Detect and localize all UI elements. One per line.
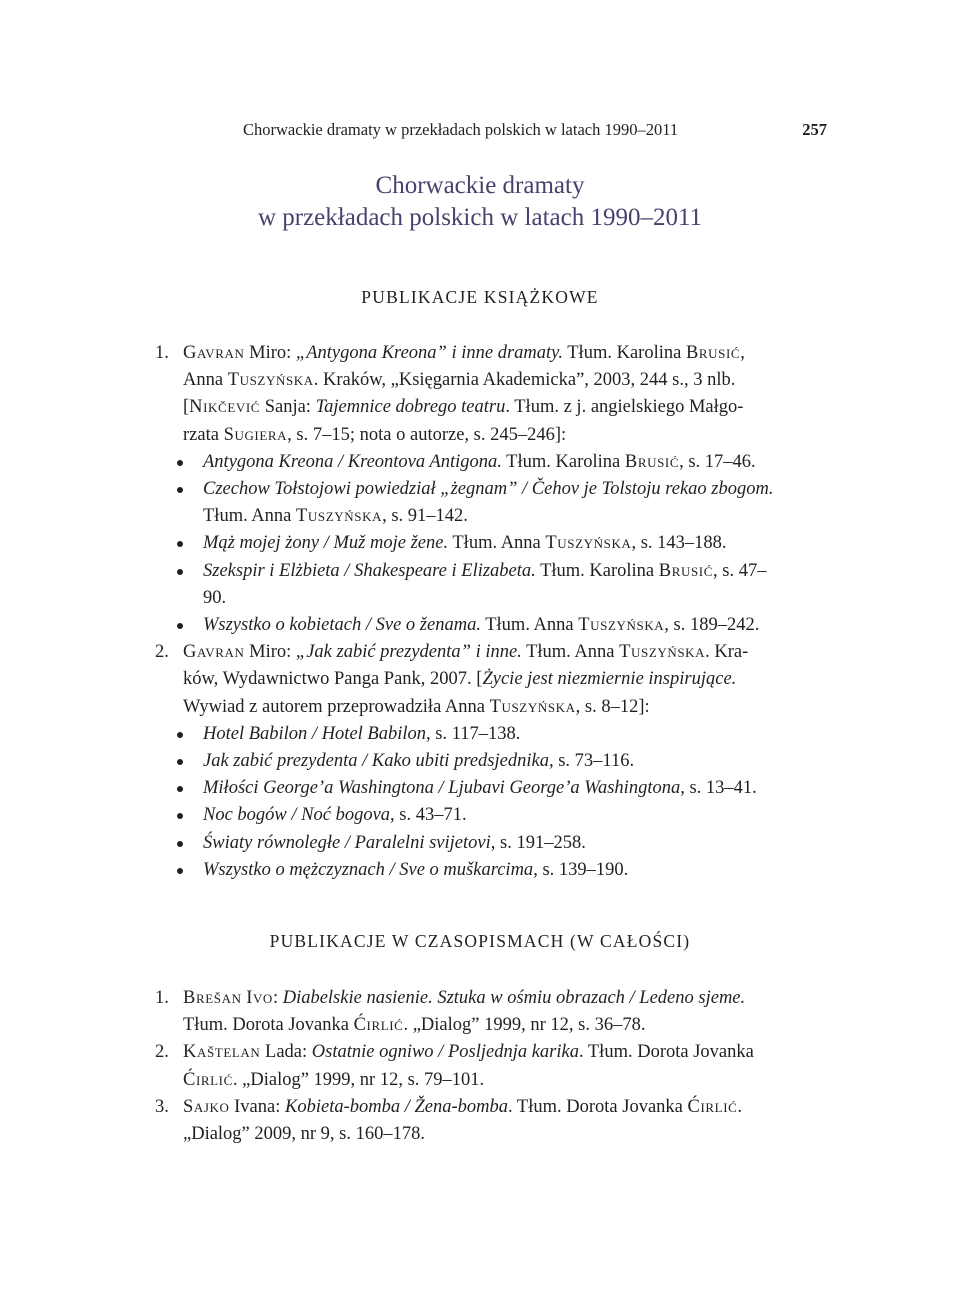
author-surname: Kaštelan	[183, 1042, 261, 1063]
bullet-icon	[177, 786, 183, 792]
text-fragment: , s. 91–142.	[382, 506, 468, 527]
translator-surname: Brusić	[624, 451, 680, 472]
section-heading-journals: PUBLIKACJE W CZASOPISMACH (W CAŁOŚCI)	[269, 931, 691, 951]
text-fragment: Tłum. Anna	[521, 642, 620, 663]
translator-surname: Tuszyńska	[545, 533, 632, 554]
text-fragment: Tłum. Anna	[448, 533, 546, 554]
text-fragment: [	[183, 397, 190, 418]
entry-line	[183, 340, 835, 367]
entry-line	[183, 422, 835, 449]
entry-line	[183, 1094, 835, 1121]
text-fragment: . „Dialog” 1999, nr 12, s. 79–101.	[232, 1069, 485, 1090]
entry-line	[203, 775, 835, 802]
play-title: Mąż mojej żony / Muž moje žene.	[203, 533, 449, 554]
play-title: Miłości George’a Washingtona / Ljubavi George’a Washingtona	[203, 778, 681, 799]
bullet-icon	[177, 841, 183, 847]
entry-line	[183, 639, 835, 666]
play-title: Czechow Tołstojowi powiedział „żegnam” / Čehov je Tolstoju rekao zbogom.	[203, 479, 774, 500]
entry-line	[203, 830, 835, 857]
text-fragment: , s. 43–71.	[390, 805, 467, 826]
entry-line	[183, 1067, 835, 1094]
text-fragment: . Tłum. Dorota Jovanka	[578, 1042, 754, 1063]
text-fragment: . Kraków, „Księgarnia Akademicka”, 2003, 244 s., 3 nlb.	[313, 370, 736, 391]
text-fragment: . Kra-	[705, 642, 749, 663]
bibliography-entry	[155, 985, 835, 1039]
entry-line	[203, 449, 835, 476]
text-fragment: ków, Wydawnictwo Panga Pank, 2007. [	[183, 669, 483, 690]
text-fragment: , s. 17–46.	[679, 451, 756, 472]
text-fragment: Wywiad z autorem przeprowadziła Anna	[183, 696, 490, 717]
play-item	[155, 476, 835, 530]
translator-surname: Brusić	[658, 560, 713, 581]
play-title: Diabelskie nasienie. Sztuka w ośmiu obrazach / Ledeno sjeme.	[282, 988, 746, 1008]
author-firstname: Ivo	[246, 988, 273, 1008]
text-fragment: , s. 143–188.	[631, 533, 727, 554]
bullet-icon	[177, 569, 183, 575]
play-item	[155, 775, 835, 802]
play-title: Antygona Kreona / Kreontova Antigona.	[203, 451, 502, 472]
text-fragment: , s. 47–	[713, 560, 767, 581]
play-title: Jak zabić prezydenta / Kako ubiti predsjednika	[203, 751, 549, 772]
text-fragment: Anna	[183, 370, 228, 391]
entry-line	[203, 476, 835, 503]
text-fragment: , s. 7–15; nota o autorze, s. 245–246]:	[287, 424, 567, 445]
text-fragment: , s. 13–41.	[680, 778, 757, 799]
text-fragment: , s. 139–190.	[533, 859, 629, 880]
entry-number: 1.	[155, 343, 169, 363]
text-fragment: 90.	[203, 587, 227, 608]
chapter-title-line-2: w przekładach polskich w latach 1990–2011	[257, 204, 703, 231]
text-fragment: Tłum. Karolina	[562, 343, 686, 363]
bibliography-entry	[155, 1094, 835, 1148]
entry-line	[183, 1121, 835, 1148]
text-fragment: Miro:	[244, 343, 296, 363]
play-title: Hotel Babilon / Hotel Babilon	[203, 723, 427, 744]
translator-surname: Tuszyńska	[227, 370, 314, 391]
play-item	[155, 721, 835, 748]
play-item	[155, 530, 835, 557]
chapter-title	[200, 170, 760, 234]
play-item	[155, 830, 835, 857]
entry-number: 2.	[155, 1042, 169, 1063]
bullet-icon	[177, 813, 183, 819]
play-title: Kobieta-bomba / Žena-bomba	[285, 1096, 509, 1117]
text-fragment: Tłum. Karolina	[501, 451, 625, 472]
text-fragment: , s. 189–242.	[664, 615, 760, 636]
entry-line	[183, 666, 835, 693]
entry-line	[203, 857, 835, 884]
translator-surname: Tuszyńska	[578, 615, 665, 636]
play-item	[155, 748, 835, 775]
entry-number: 3.	[155, 1096, 169, 1117]
translator-surname: Brusić	[685, 343, 741, 363]
bibliography-entry	[155, 340, 835, 449]
text-fragment: :	[272, 988, 283, 1008]
translator-surname: Tuszyńska	[489, 696, 576, 717]
section-heading-books: PUBLIKACJE KSIĄŻKOWE	[361, 287, 599, 307]
play-item	[155, 857, 835, 884]
entry-line	[183, 1039, 835, 1066]
play-title: Wszystko o mężczyznach / Sve o muškarcima	[203, 859, 534, 880]
text-fragment: , s. 73–116.	[548, 751, 635, 772]
entry-line	[203, 558, 835, 585]
play-item	[155, 612, 835, 639]
entry-number: 2.	[155, 642, 169, 663]
book-title: „Jak zabić prezydenta” i inne.	[295, 642, 522, 663]
author-surname: Gavran	[183, 642, 245, 663]
translator-surname: Sugiera	[223, 424, 288, 445]
bullet-icon	[177, 460, 183, 466]
interview-title: Życie jest niezmiernie inspirujące.	[482, 669, 737, 690]
text-fragment: „Dialog” 2009, nr 9, s. 160–178.	[183, 1124, 426, 1145]
entry-line	[183, 985, 835, 1012]
book-title: „Antygona Kreona” i inne dramaty.	[295, 343, 563, 363]
running-title: Chorwackie dramaty w przekładach polskich w latach 1990–2011	[243, 120, 679, 139]
text-fragment: Sanja:	[260, 397, 316, 418]
text-fragment: Ivana:	[229, 1096, 285, 1117]
translator-surname: Tuszyńska	[619, 642, 706, 663]
text-fragment: , s. 117–138.	[426, 723, 521, 744]
translator-surname: Ćirlić	[687, 1096, 738, 1117]
bibliography-entry	[155, 639, 835, 721]
book-title: Tajemnice dobrego teatru	[315, 397, 506, 418]
text-fragment: . „Dialog” 1999, nr 12, s. 36–78.	[403, 1015, 646, 1036]
bullet-icon	[177, 623, 183, 629]
books-list	[155, 340, 835, 884]
play-item	[155, 802, 835, 829]
chapter-title-line-1: Chorwackie dramaty	[375, 172, 585, 199]
entry-line	[203, 503, 835, 530]
play-title: Ostatnie ogniwo / Posljednja karika	[311, 1042, 579, 1063]
translator-surname: Tuszyńska	[296, 506, 383, 527]
text-fragment: . Tłum. Dorota Jovanka	[508, 1096, 688, 1117]
play-title: Wszystko o kobietach / Sve o ženama.	[203, 615, 481, 636]
bibliography-entry	[155, 1039, 835, 1093]
bullet-icon	[177, 868, 183, 874]
play-title: Noc bogów / Noć bogova	[203, 805, 391, 826]
text-fragment: Tłum. Anna	[203, 506, 297, 527]
bullet-icon	[177, 759, 183, 765]
bullet-icon	[177, 541, 183, 547]
author-surname: Gavran	[183, 343, 245, 363]
translator-surname: Ćirlić	[183, 1069, 233, 1090]
entry-line	[183, 394, 835, 421]
entry-line	[183, 694, 835, 721]
entry-line	[203, 585, 835, 612]
text-fragment: Lada:	[260, 1042, 312, 1063]
text-fragment: rzata	[183, 424, 224, 445]
text-fragment: , s. 191–258.	[490, 832, 586, 853]
play-title: Światy równoległe / Paralelni svijetovi	[203, 832, 491, 853]
text-fragment: Tłum. Dorota Jovanka	[183, 1015, 354, 1036]
play-item	[155, 449, 835, 476]
bullet-icon	[177, 487, 183, 493]
entry-line	[203, 612, 835, 639]
text-fragment: . Tłum. z j. angielskiego Małgo-	[505, 397, 744, 418]
translator-surname: Ćirlić	[353, 1015, 404, 1036]
bullet-icon	[177, 732, 183, 738]
author-surname: Sajko	[183, 1096, 230, 1117]
entry-line	[203, 530, 835, 557]
entry-line	[183, 1012, 835, 1039]
author-surname: Brešan	[183, 988, 242, 1008]
entry-line	[203, 721, 835, 748]
text-fragment: Tłum. Anna	[480, 615, 579, 636]
journals-list	[155, 985, 835, 1148]
author-surname: Nikčević	[189, 397, 261, 418]
entry-line	[203, 802, 835, 829]
play-item	[155, 558, 835, 612]
text-fragment: ,	[740, 343, 745, 363]
entry-line	[183, 367, 835, 394]
text-fragment: , s. 8–12]:	[575, 696, 650, 717]
text-fragment: .	[737, 1096, 743, 1117]
text-fragment: Miro:	[244, 642, 296, 663]
play-title: Szekspir i Elżbieta / Shakespeare i Elizabeta.	[203, 560, 536, 581]
text-fragment: Tłum. Karolina	[535, 560, 659, 581]
entry-number: 1.	[155, 988, 169, 1008]
entry-line	[203, 748, 835, 775]
page-number: 257	[802, 120, 827, 139]
